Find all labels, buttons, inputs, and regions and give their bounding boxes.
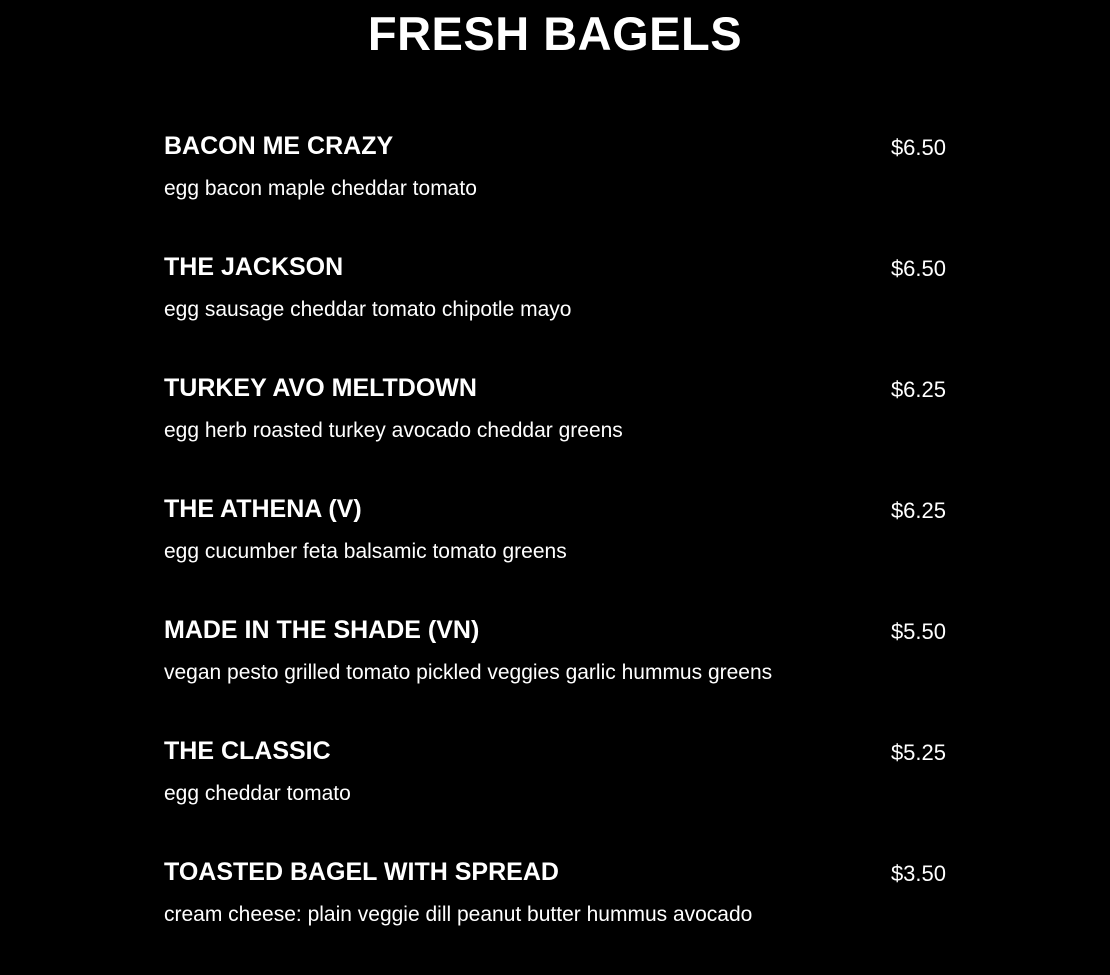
item-description: egg cheddar tomato [164,782,351,805]
item-description: egg herb roasted turkey avocado cheddar greens [164,419,623,442]
item-name: TURKEY AVO MELTDOWN [164,374,477,402]
item-price: $6.25 [890,377,946,402]
menu-item [164,128,946,249]
item-name: MADE IN THE SHADE (VN) [164,616,480,644]
menu-item [164,249,946,370]
item-name: TOASTED BAGEL WITH SPREAD [164,858,559,886]
item-description: cream cheese: plain veggie dill peanut butter hummus avocado [164,903,753,926]
item-price: $3.50 [890,861,946,886]
item-price: $6.50 [890,135,946,160]
item-price: $6.25 [890,498,946,523]
menu-item [164,854,946,975]
item-description: egg cucumber feta balsamic tomato greens [164,540,567,563]
item-price: $5.25 [890,740,946,765]
item-price: $6.50 [890,256,946,281]
menu-item [164,370,946,491]
item-description: egg bacon maple cheddar tomato [164,177,477,200]
menu-title: FRESH BAGELS [367,7,743,60]
item-name: BACON ME CRAZY [164,132,394,160]
item-description: egg sausage cheddar tomato chipotle mayo [164,298,572,321]
menu-item [164,612,946,733]
item-price: $5.50 [890,619,946,644]
menu-list [164,128,946,975]
menu-item [164,491,946,612]
item-name: THE ATHENA (V) [164,495,362,523]
menu-item [164,733,946,854]
item-description: vegan pesto grilled tomato pickled veggies garlic hummus greens [164,661,773,684]
item-name: THE CLASSIC [164,737,331,765]
item-name: THE JACKSON [164,253,344,281]
